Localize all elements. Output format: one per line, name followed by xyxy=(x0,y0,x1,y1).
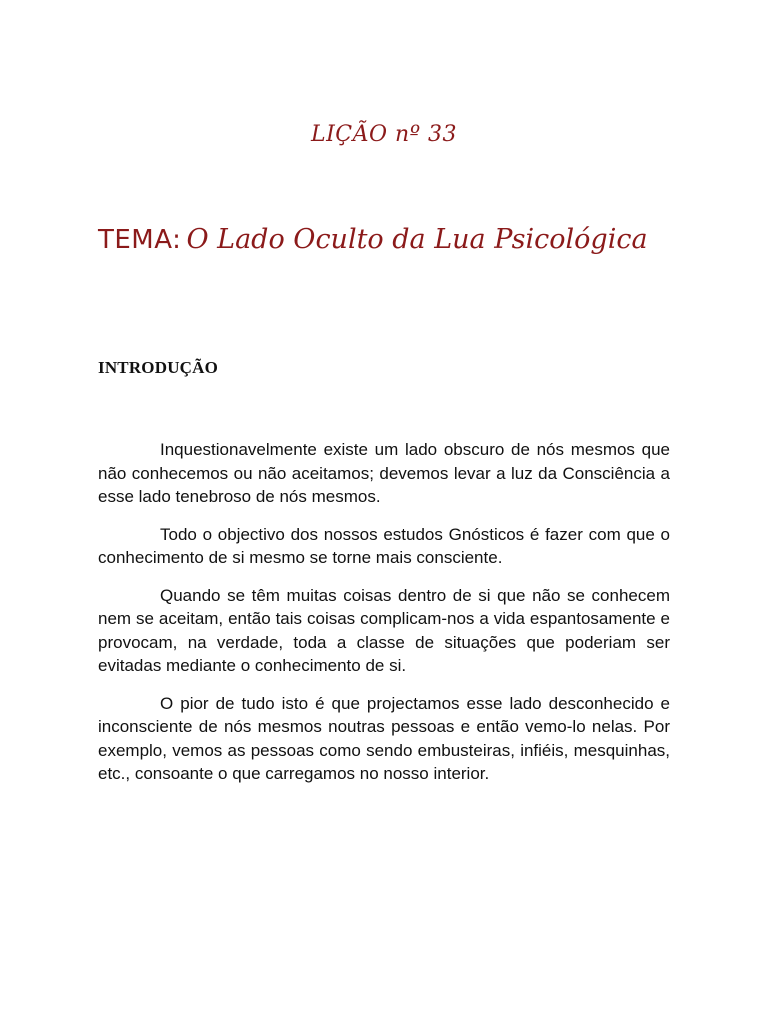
paragraph: Inquestionavelmente existe um lado obscuro de nós mesmos que não conhecemos ou não aceitamos; devemos levar a luz da Consciência a esse lado tenebroso de nós mesmos. xyxy=(98,440,670,506)
section-heading: INTRODUÇÃO xyxy=(98,358,219,377)
paragraph: Quando se têm muitas coisas dentro de si que não se conhecem nem se aceitam, então tais coisas complicam-nos a vida espantosamente e provocam, na verdade, toda a classe de situações que poderiam ser evitadas mediante o conhecimento de si. xyxy=(98,585,670,675)
topic-heading xyxy=(98,216,658,267)
topic-prefix: TEMA: xyxy=(98,225,182,255)
body-text xyxy=(98,438,670,800)
paragraph: O pior de tudo isto é que projectamos esse lado desconhecido e inconsciente de nós mesmos noutras pessoas e então vemo-lo nelas. Por exemplo, vemos as pessoas como sendo embusteiras, infiéis, mesquinhas, etc., consoante o que carregamos no nosso interior. xyxy=(98,693,670,783)
lesson-title: LIÇÃO nº 33 xyxy=(310,122,458,147)
topic-title: O Lado Oculto da Lua Psicológica xyxy=(186,224,648,255)
paragraph: Todo o objectivo dos nossos estudos Gnósticos é fazer com que o conhecimento de si mesmo se torne mais consciente. xyxy=(98,524,670,567)
